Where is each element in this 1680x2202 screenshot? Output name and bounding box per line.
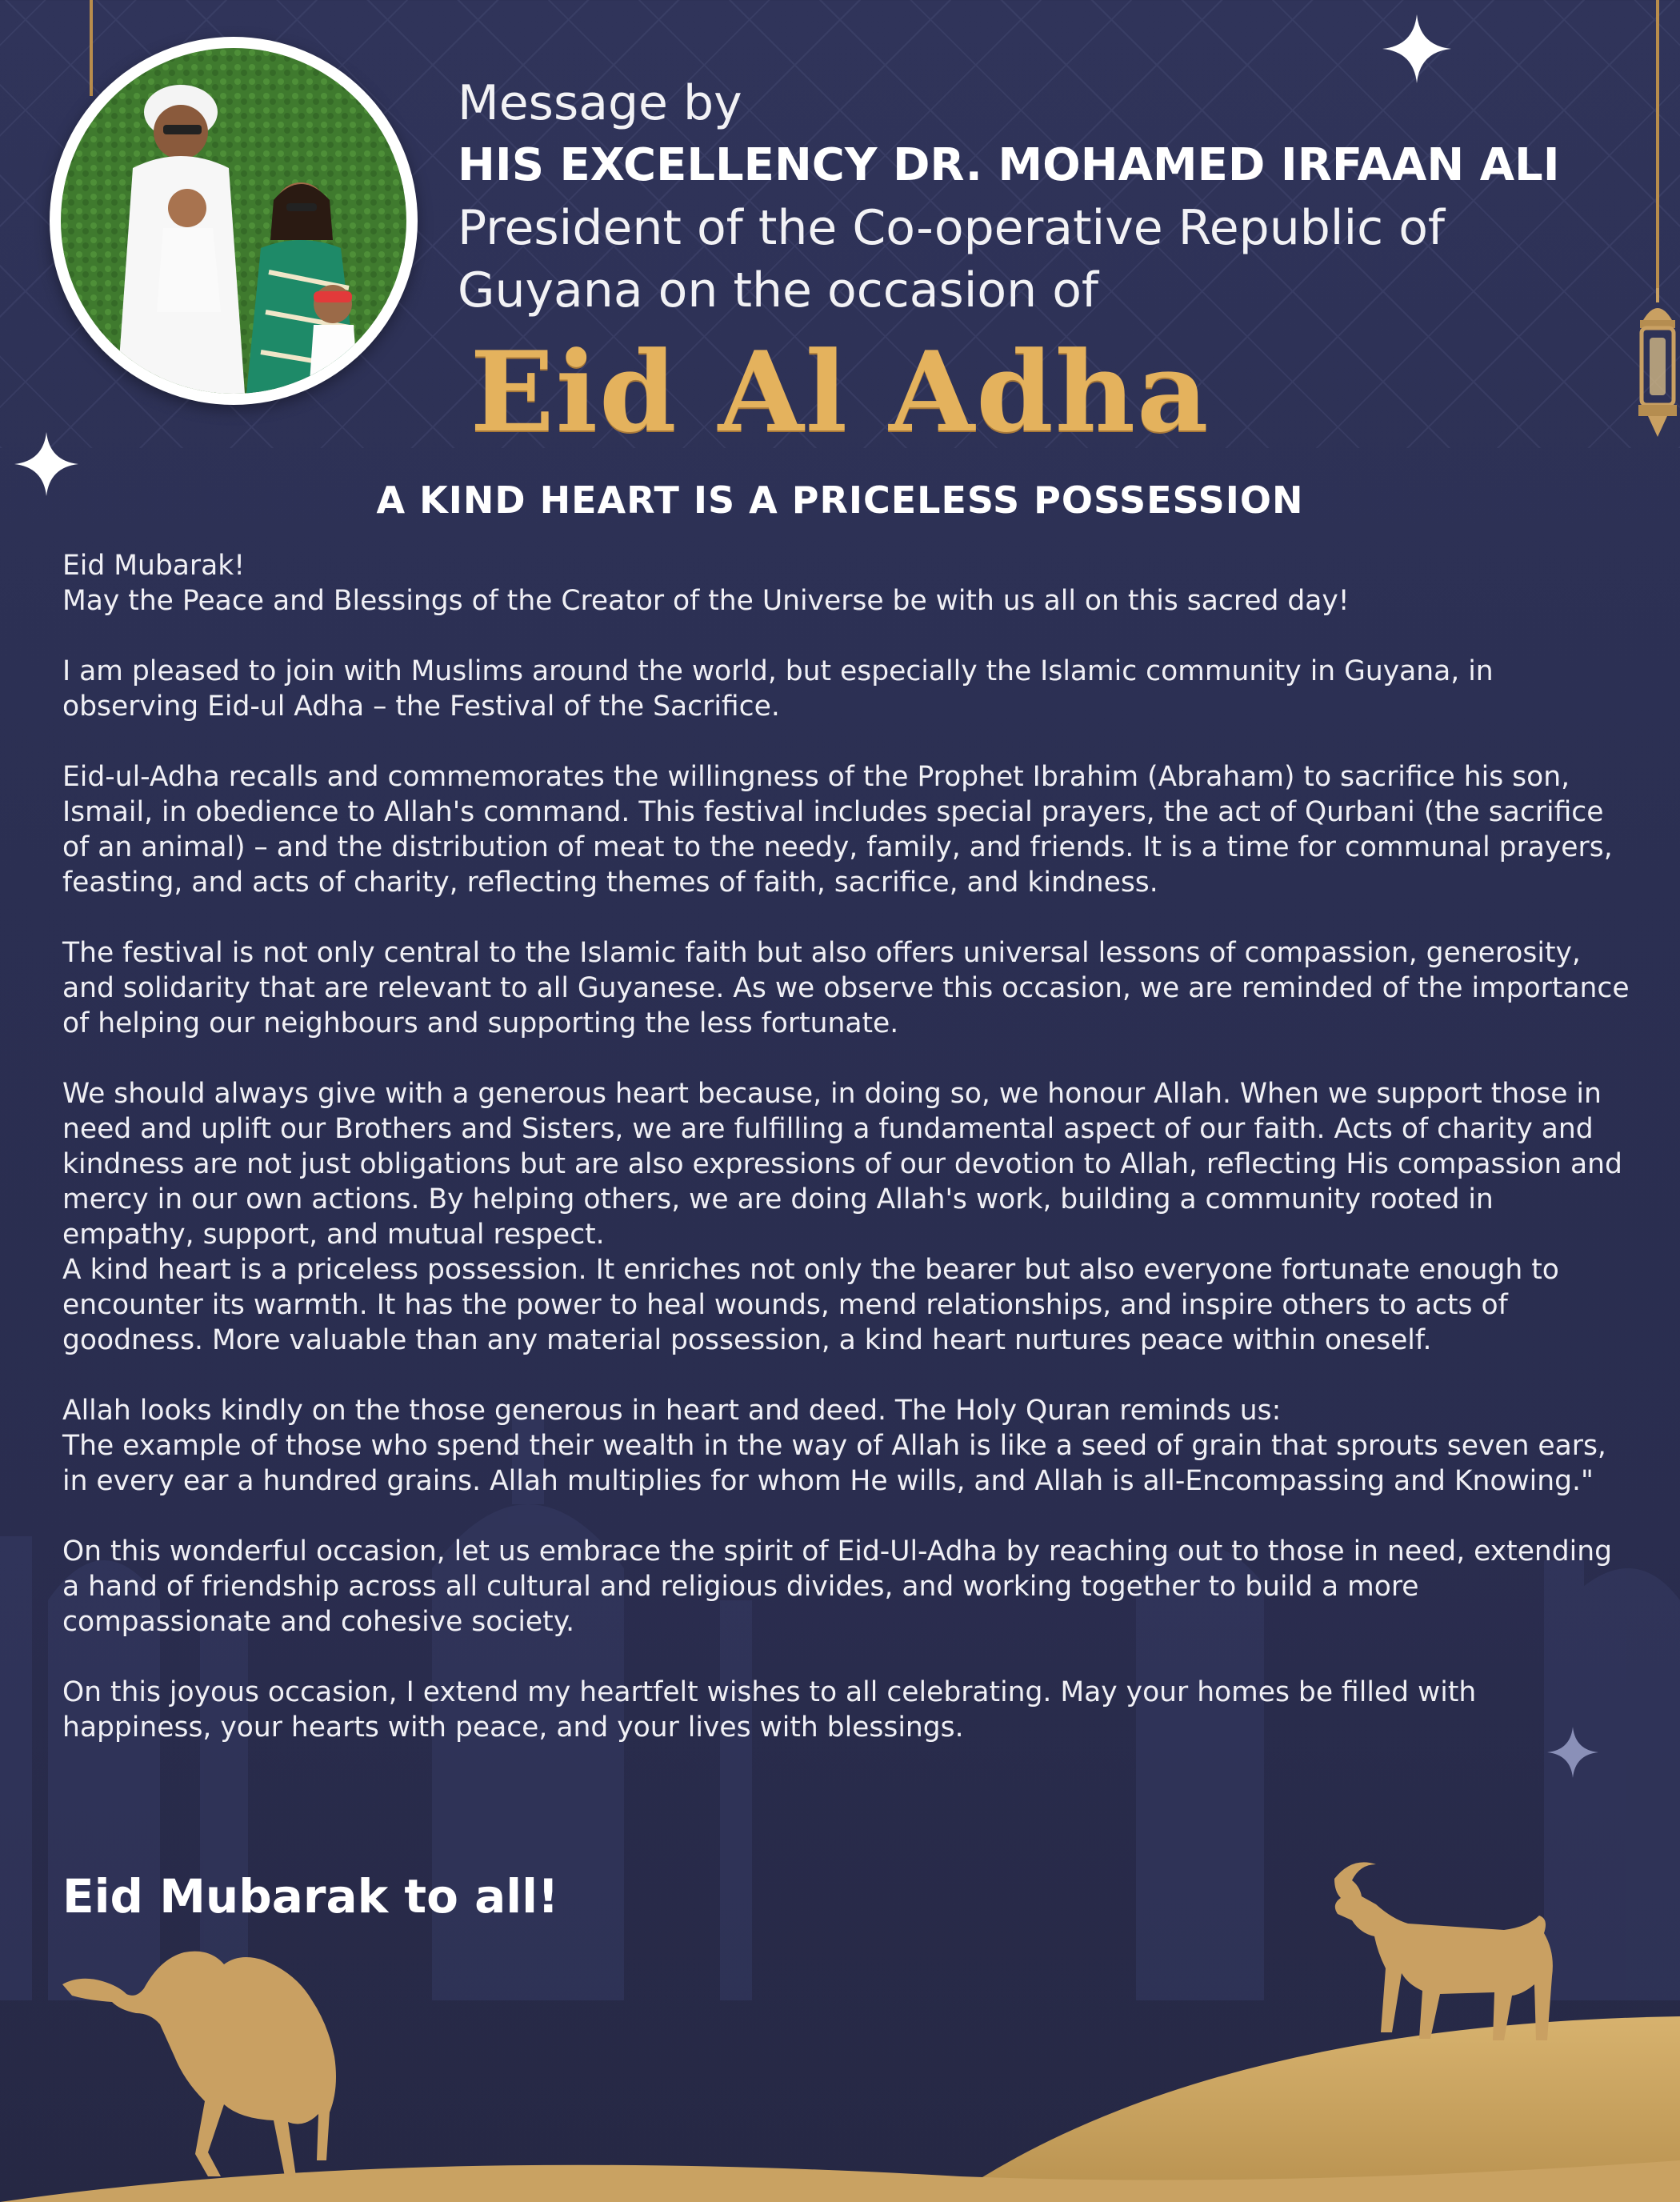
header-line-title: President of the Co-operative Republic of	[458, 200, 1446, 256]
paragraph-1: I am pleased to join with Muslims around the world, but especially the Islamic community in Guyana, in observing Eid-ul Adha – the Festival of the Sacrifice.	[62, 655, 1494, 723]
closing-greeting: Eid Mubarak to all!	[62, 1869, 559, 1924]
paragraph-7: On this wonderful occasion, let us embrace the spirit of Eid-Ul-Adha by reaching out to those in need, extending a hand of friendship across all cultural and religious divides, and working together to build a more compassionate and cohesive society.	[62, 1535, 1613, 1638]
hanging-line-left	[90, 0, 93, 96]
paragraph-6-quote: The example of those who spend their wealth in the way of Allah is like a seed of grain that sprouts seven ears, in every ear a hundred grains. Allah multiplies for whom He wills, and Allah is all-Encompassing and Knowing."	[62, 1430, 1606, 1497]
paragraph-4: We should always give with a generous heart because, in doing so, we honour Allah. When we support those in need and uplift our Brothers and Sisters, we are fulfilling a fundamental aspect of our faith. Acts of charity and kindness are not just obligations but are also expressions of our devotion to Allah, reflecting His compassion and mercy in our own actions. By helping others, we are doing Allah's work, building a community rooted in empathy, support, and mutual respect.	[62, 1078, 1622, 1251]
paragraph-5: A kind heart is a priceless possession. It enriches not only the bearer but also everyone fortunate enough to encounter its warmth. It has the power to heal wounds, mend relationships, and inspire others to acts of goodness. More valuable than any material possession, a kind heart nurtures peace within oneself.	[62, 1254, 1559, 1356]
camel-icon	[62, 1952, 336, 2176]
desert-dunes-illustration	[0, 1824, 1680, 2202]
hanging-line-right	[1656, 0, 1659, 296]
header-president-name: HIS EXCELLENCY DR. MOHAMED IRFAAN ALI	[458, 139, 1560, 191]
eid-al-adha-title: Eid Al Adha	[470, 326, 1210, 457]
header-line-message-by: Message by	[458, 75, 742, 131]
paragraph-3: The festival is not only central to the Islamic faith but also offers universal lessons of compassion, generosity, and solidarity that are relevant to all Guyanese. As we observe this occasion, we are reminded of the importance of helping our neighbours and supporting the less fortunate.	[62, 937, 1630, 1039]
header-line-occasion: Guyana on the occasion of	[458, 262, 1099, 318]
subtitle: A KIND HEART IS A PRICELESS POSSESSION	[376, 478, 1304, 522]
greeting-blessing: May the Peace and Blessings of the Creator of the Universe be with us all on this sacred day!	[62, 585, 1350, 617]
message-header	[458, 72, 1642, 322]
message-body	[62, 548, 1630, 1780]
paragraph-8: On this joyous occasion, I extend my heartfelt wishes to all celebrating. May your homes be filled with happiness, your hearts with peace, and your lives with blessings.	[62, 1676, 1477, 1744]
greeting-line: Eid Mubarak!	[62, 550, 246, 582]
paragraph-2: Eid-ul-Adha recalls and commemorates the willingness of the Prophet Ibrahim (Abraham) to sacrifice his son, Ismail, in obedience to Allah's command. This festival includes special prayers, the act of Qurbani (the sacrifice of an animal) – and the distribution of meat to the needy, family, and friends. It is a time for communal prayers, feasting, and acts of charity, reflecting themes of faith, sacrifice, and kindness.	[62, 761, 1613, 899]
paragraph-6-intro: Allah looks kindly on the those generous in heart and deed. The Holy Quran reminds us:	[62, 1395, 1282, 1427]
goat-icon	[1334, 1862, 1553, 2040]
